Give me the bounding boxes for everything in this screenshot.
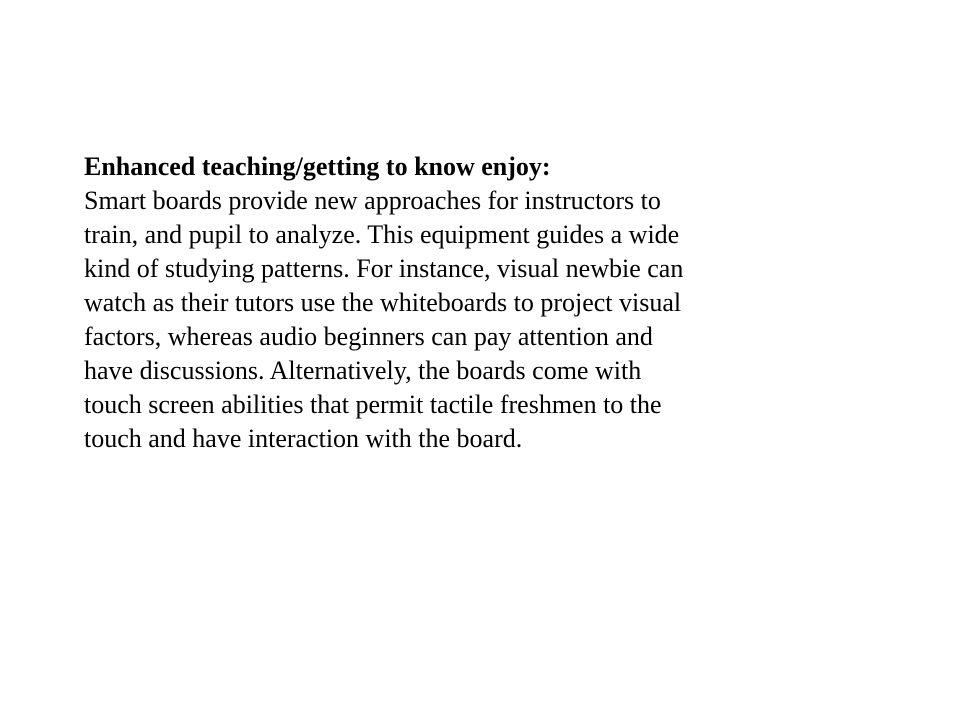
slide-text-block [84,150,864,456]
body-line: have discussions. Alternatively, the boards come with [84,356,642,385]
body-line: touch and have interaction with the board. [84,424,523,453]
slide-heading: Enhanced teaching/getting to know enjoy: [84,152,551,181]
body-line: touch screen abilities that permit tactile freshmen to the [84,390,662,419]
body-line: train, and pupil to analyze. This equipment guides a wide [84,220,680,249]
body-line: kind of studying patterns. For instance, visual newbie can [84,254,684,283]
body-line: Smart boards provide new approaches for instructors to [84,186,661,215]
body-line: factors, whereas audio beginners can pay attention and [84,322,653,351]
body-line: watch as their tutors use the whiteboards to project visual [84,288,682,317]
